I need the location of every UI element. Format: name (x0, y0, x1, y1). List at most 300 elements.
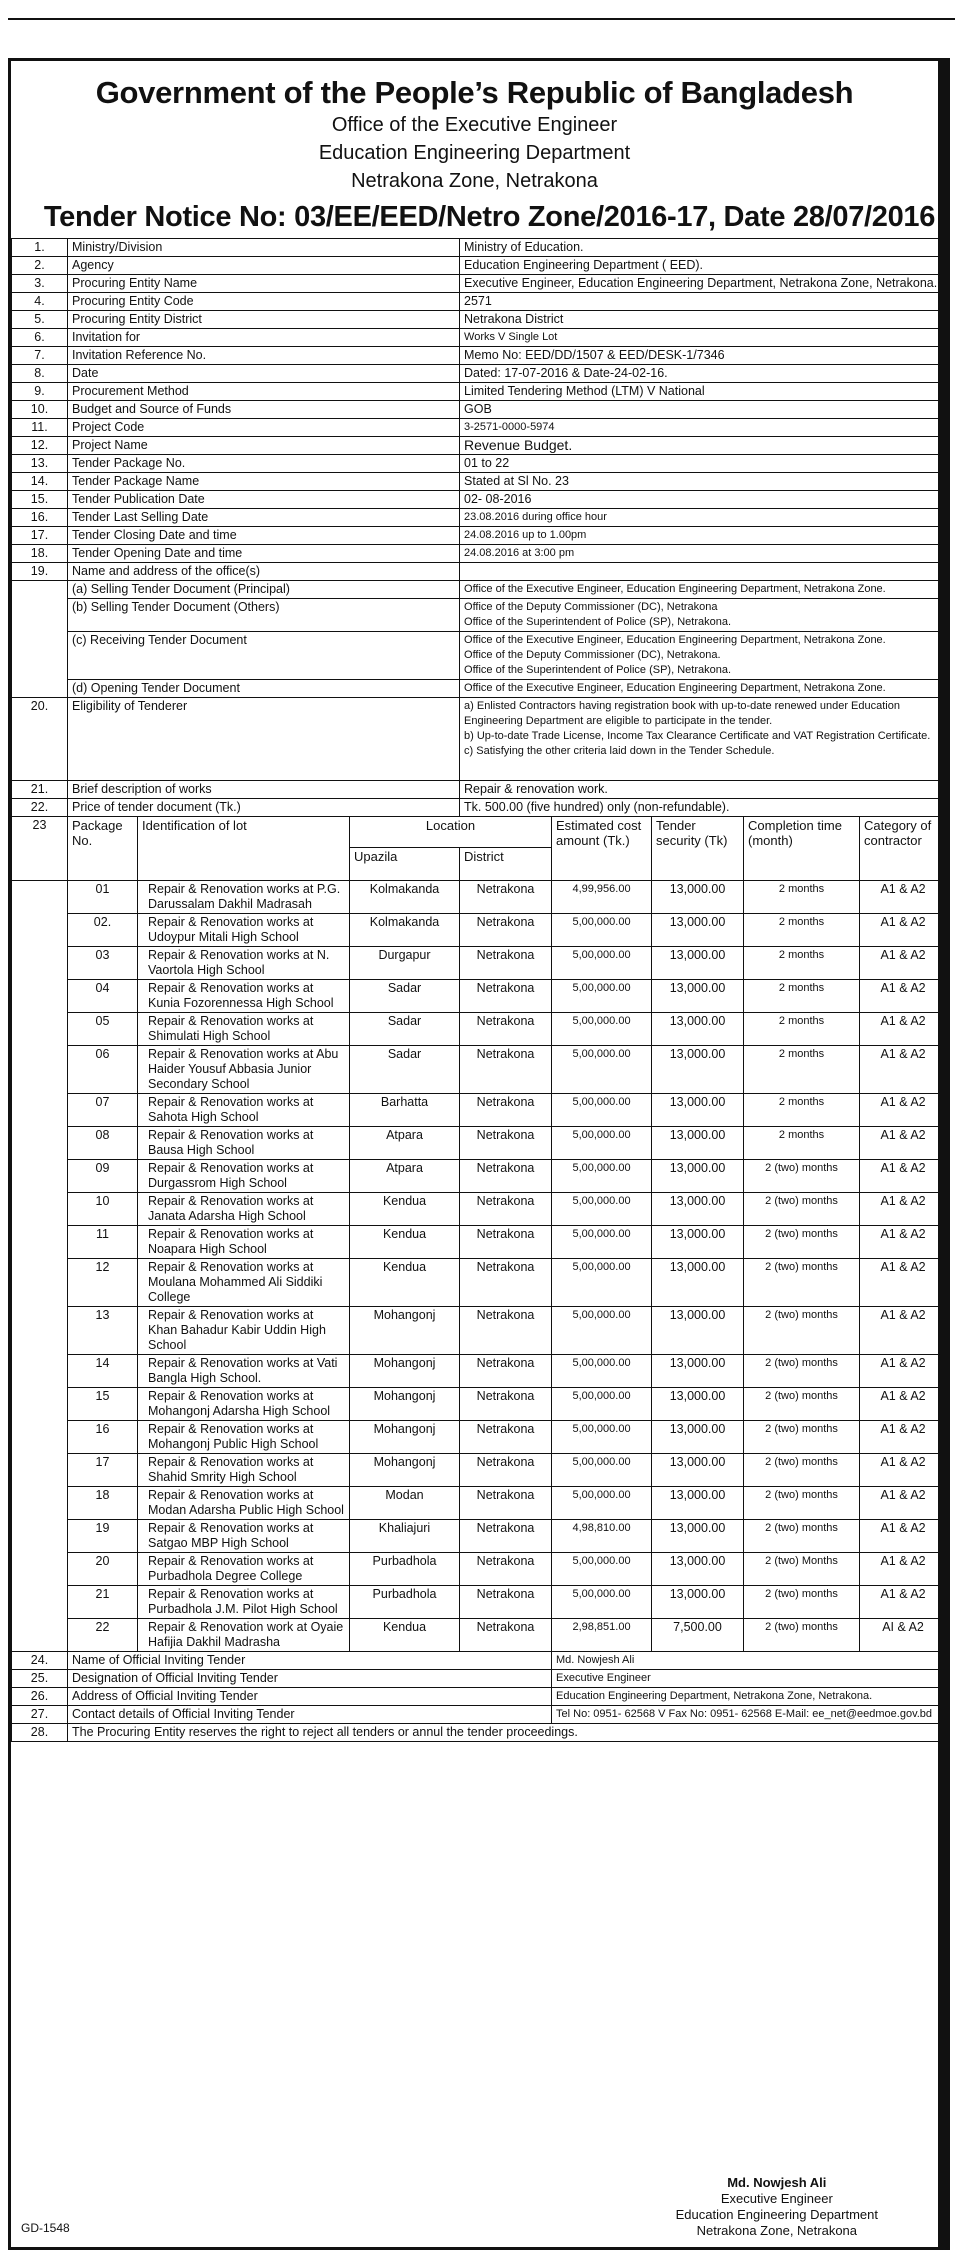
row-number (12, 980, 68, 1013)
lot-security: 13,000.00 (652, 1553, 744, 1586)
lot-package: 07 (68, 1094, 138, 1127)
row-number: 19. (12, 563, 68, 581)
lot-identification: Repair & Renovation works at Shimulati High School (138, 1013, 350, 1046)
lot-identification: Repair & Renovation works at Shahid Smrity High School (138, 1454, 350, 1487)
lot-category: A1 & A2 (860, 1226, 947, 1259)
lot-security: 13,000.00 (652, 980, 744, 1013)
row-label: Procurement Method (68, 383, 460, 401)
row-value: 02- 08-2016 (460, 491, 947, 509)
row-number (12, 1226, 68, 1259)
row-value: Tk. 500.00 (five hundred) only (non-refundable). (460, 799, 947, 817)
lot-security: 13,000.00 (652, 1046, 744, 1094)
lot-district: Netrakona (460, 1388, 552, 1421)
row-number: 5. (12, 311, 68, 329)
lot-identification: Repair & Renovation works at Sahota High School (138, 1094, 350, 1127)
lot-identification: Repair & Renovation works at Durgassrom High School (138, 1160, 350, 1193)
lot-district: Netrakona (460, 1160, 552, 1193)
lot-row (12, 881, 947, 914)
lot-package: 04 (68, 980, 138, 1013)
tender-table (11, 238, 947, 1742)
lot-completion: 2 (two) months (744, 1454, 860, 1487)
row-value: 24.08.2016 up to 1.00pm (460, 527, 947, 545)
lot-district: Netrakona (460, 1586, 552, 1619)
lot-category: A1 & A2 (860, 1355, 947, 1388)
lot-district: Netrakona (460, 1193, 552, 1226)
row-number: 17. (12, 527, 68, 545)
info-row (12, 257, 947, 275)
row-value (460, 563, 947, 581)
row-number (12, 1160, 68, 1193)
lot-security: 7,500.00 (652, 1619, 744, 1652)
row-value: Education Engineering Department ( EED). (460, 257, 947, 275)
lot-identification: Repair & Renovation works at Mohangonj Public High School (138, 1421, 350, 1454)
lot-cost: 5,00,000.00 (552, 1127, 652, 1160)
row-number (12, 881, 68, 914)
eligibility-line: b) Up-to-date Trade License, Income Tax Clearance Certificate and VAT Registration Certificate. (464, 730, 931, 742)
official-row (12, 1652, 947, 1670)
lot-identification: Repair & Renovation work at Oyaie Hafijia Dakhil Madrasha (138, 1619, 350, 1652)
lot-row (12, 914, 947, 947)
lot-identification: Repair & Renovation works at Vati Bangla High School. (138, 1355, 350, 1388)
row-number (12, 1586, 68, 1619)
lot-upazila: Barhatta (350, 1094, 460, 1127)
row-value: 2571 (460, 293, 947, 311)
lot-row (12, 1226, 947, 1259)
info-row (12, 527, 947, 545)
row-number (12, 680, 68, 698)
lot-row (12, 1388, 947, 1421)
lot-package: 19 (68, 1520, 138, 1553)
lot-package: 09 (68, 1160, 138, 1193)
lot-district: Netrakona (460, 1454, 552, 1487)
row-label: Project Code (68, 419, 460, 437)
row-number: 28. (12, 1724, 68, 1742)
lot-package: 02. (68, 914, 138, 947)
lot-package: 03 (68, 947, 138, 980)
security-header: Tender security (Tk) (652, 817, 744, 881)
row-value: Md. Nowjesh Ali (552, 1652, 947, 1670)
package-header: Package No. (68, 817, 138, 881)
row-number (12, 1013, 68, 1046)
row21-line (12, 781, 947, 799)
lot-security: 13,000.00 (652, 1487, 744, 1520)
lot-district: Netrakona (460, 1421, 552, 1454)
department-line: Education Engineering Department (318, 142, 631, 164)
row-number (12, 1487, 68, 1520)
lot-cost: 5,00,000.00 (552, 1421, 652, 1454)
row-value: 23.08.2016 during office hour (460, 509, 947, 527)
lot-upazila: Modan (350, 1487, 460, 1520)
lot-completion: 2 (two) months (744, 1307, 860, 1355)
row-number: 25. (12, 1670, 68, 1688)
row-label: Project Name (68, 437, 460, 455)
info-row (12, 437, 947, 455)
row-number: 9. (12, 383, 68, 401)
lot-completion: 2 (two) months (744, 1619, 860, 1652)
lot-security: 13,000.00 (652, 1094, 744, 1127)
row-label: Tender Package No. (68, 455, 460, 473)
lot-district: Netrakona (460, 1520, 552, 1553)
info-row (12, 275, 947, 293)
lot-completion: 2 (two) months (744, 1259, 860, 1307)
lot-upazila: Sadar (350, 1013, 460, 1046)
lot-security: 13,000.00 (652, 1388, 744, 1421)
lot-completion: 2 (two) months (744, 1193, 860, 1226)
lot-identification: Repair & Renovation works at Moulana Mohammed Ali Siddiki College (138, 1259, 350, 1307)
lot-identification: Repair & Renovation works at Bausa High School (138, 1127, 350, 1160)
lot-identification: Repair & Renovation works at Modan Adarsha Public High School (138, 1487, 350, 1520)
row-label: Contact details of Official Inviting Tender (68, 1706, 552, 1724)
row-number: 23 (12, 817, 68, 881)
signature-department: Education Engineering Department (675, 2207, 878, 2222)
lot-district: Netrakona (460, 1046, 552, 1094)
row-label: Ministry/Division (68, 239, 460, 257)
lot-cost: 5,00,000.00 (552, 914, 652, 947)
gd-code: GD-1548 (21, 2221, 70, 2235)
lot-completion: 2 months (744, 914, 860, 947)
lot-district: Netrakona (460, 1355, 552, 1388)
row-number: 13. (12, 455, 68, 473)
signature-designation: Executive Engineer (720, 2191, 833, 2206)
info-row (12, 383, 947, 401)
tender-notice-frame (8, 58, 950, 2250)
lot-upazila: Mohangonj (350, 1307, 460, 1355)
row28-line (12, 1724, 947, 1742)
row-label: Date (68, 365, 460, 383)
lot-identification: Repair & Renovation works at Khan Bahadur Kabir Uddin High School (138, 1307, 350, 1355)
office-address-line: Office of the Superintendent of Police (SP), Netrakona. (464, 664, 732, 676)
row-number (12, 914, 68, 947)
lot-row (12, 1421, 947, 1454)
office-address-line: Office of the Deputy Commissioner (DC), Netrakona. (464, 649, 721, 661)
lot-cost: 5,00,000.00 (552, 1226, 652, 1259)
lot-category: A1 & A2 (860, 1127, 947, 1160)
row-number: 8. (12, 365, 68, 383)
lot-upazila: Durgapur (350, 947, 460, 980)
lot-row (12, 1487, 947, 1520)
lot-district: Netrakona (460, 881, 552, 914)
lot-package: 08 (68, 1127, 138, 1160)
row-number (12, 1193, 68, 1226)
row-number: 14. (12, 473, 68, 491)
lot-cost: 5,00,000.00 (552, 1013, 652, 1046)
office-line: Office of the Executive Engineer (331, 114, 618, 136)
lot-district: Netrakona (460, 980, 552, 1013)
office-address-line: Office of the Deputy Commissioner (DC), Netrakona (464, 601, 718, 613)
lot-upazila: Kendua (350, 1193, 460, 1226)
lot-upazila: Kolmakanda (350, 881, 460, 914)
lot-row (12, 1619, 947, 1652)
lot-security: 13,000.00 (652, 914, 744, 947)
info-row (12, 401, 947, 419)
lot-security: 13,000.00 (652, 1520, 744, 1553)
lot-upazila: Kendua (350, 1619, 460, 1652)
row-number (12, 599, 68, 632)
lot-completion: 2 (two) Months (744, 1553, 860, 1586)
row-number: 20. (12, 698, 68, 781)
row-value: Repair & renovation work. (460, 781, 947, 799)
government-title: Government of the People’s Republic of Bangladesh (95, 75, 854, 110)
row-number (12, 632, 68, 680)
row-number: 26. (12, 1688, 68, 1706)
row-label: Invitation for (68, 329, 460, 347)
lot-package: 05 (68, 1013, 138, 1046)
office-addresses (460, 599, 947, 632)
lot-identification: Repair & Renovation works at Purbadhola J.M. Pilot High School (138, 1586, 350, 1619)
lot-cost: 5,00,000.00 (552, 1160, 652, 1193)
lot-category: A1 & A2 (860, 1193, 947, 1226)
row-number (12, 1046, 68, 1094)
office-address-line: Office of the Superintendent of Police (SP), Netrakona. (464, 616, 732, 628)
info-rows (12, 239, 947, 817)
row-number: 1. (12, 239, 68, 257)
row-number: 21. (12, 781, 68, 799)
office-row (12, 632, 947, 680)
lot-district: Netrakona (460, 1127, 552, 1160)
row-number: 11. (12, 419, 68, 437)
lot-row (12, 1454, 947, 1487)
office-row (12, 581, 947, 599)
signature-name: Md. Nowjesh Ali (727, 2175, 827, 2190)
lot-category: A1 & A2 (860, 914, 947, 947)
row-value: Limited Tendering Method (LTM) V National (460, 383, 947, 401)
row-number (12, 581, 68, 599)
row-value: Executive Engineer, Education Engineering Department, Netrakona Zone, Netrakona. (460, 275, 947, 293)
lot-district: Netrakona (460, 1013, 552, 1046)
lot-row (12, 1013, 947, 1046)
info-row (12, 365, 947, 383)
lot-identification: Repair & Renovation works at Purbadhola Degree College (138, 1553, 350, 1586)
row-label: Agency (68, 257, 460, 275)
lot-package: 10 (68, 1193, 138, 1226)
lot-identification: Repair & Renovation works at N. Vaortola High School (138, 947, 350, 980)
lot-package: 14 (68, 1355, 138, 1388)
office-addresses (460, 680, 947, 698)
lot-completion: 2 (two) months (744, 1160, 860, 1193)
eligibility-row (12, 698, 947, 781)
row-value: 01 to 22 (460, 455, 947, 473)
lot-district: Netrakona (460, 947, 552, 980)
row-label: Procuring Entity District (68, 311, 460, 329)
lot-upazila: Mohangonj (350, 1388, 460, 1421)
office-row (12, 599, 947, 632)
lot-upazila: Mohangonj (350, 1421, 460, 1454)
lot-package: 22 (68, 1619, 138, 1652)
lot-completion: 2 months (744, 947, 860, 980)
lot-upazila: Sadar (350, 1046, 460, 1094)
row-number (12, 1259, 68, 1307)
lot-upazila: Kendua (350, 1259, 460, 1307)
row-value: Revenue Budget. (460, 437, 947, 455)
lot-category: A1 & A2 (860, 881, 947, 914)
lot-category: A1 & A2 (860, 1454, 947, 1487)
lot-security: 13,000.00 (652, 1013, 744, 1046)
lot-security: 13,000.00 (652, 1307, 744, 1355)
row-label: Eligibility of Tenderer (68, 698, 460, 781)
row-label: Invitation Reference No. (68, 347, 460, 365)
office-address-line: Office of the Executive Engineer, Education Engineering Department, Netrakona Zone. (464, 682, 886, 694)
district-header: District (460, 848, 552, 881)
info-row (12, 455, 947, 473)
lot-category: A1 & A2 (860, 1388, 947, 1421)
row-label: Address of Official Inviting Tender (68, 1688, 552, 1706)
office-row (12, 680, 947, 698)
lot-completion: 2 months (744, 980, 860, 1013)
row-label: Tender Publication Date (68, 491, 460, 509)
lot-cost: 4,98,810.00 (552, 1520, 652, 1553)
lot-upazila: Kolmakanda (350, 914, 460, 947)
row-number (12, 947, 68, 980)
row-number (12, 1421, 68, 1454)
lot-security: 13,000.00 (652, 947, 744, 980)
row-label: Name and address of the office(s) (68, 563, 460, 581)
lot-category: A1 & A2 (860, 1046, 947, 1094)
zone-line: Netrakona Zone, Netrakona (351, 170, 598, 192)
lot-district: Netrakona (460, 1259, 552, 1307)
info-row (12, 239, 947, 257)
row-number (12, 1127, 68, 1160)
tender-notice-number: Tender Notice No: 03/EE/EED/Netro Zone/2016-17, Date 28/07/2016 (43, 201, 936, 233)
official-row (12, 1706, 947, 1724)
row-value: Dated: 17-07-2016 & Date-24-02-16. (460, 365, 947, 383)
lot-cost: 5,00,000.00 (552, 1259, 652, 1307)
lot-category: A1 & A2 (860, 1013, 947, 1046)
row-number (12, 1454, 68, 1487)
top-rule (8, 18, 955, 20)
row-value: Ministry of Education. (460, 239, 947, 257)
lot-package: 21 (68, 1586, 138, 1619)
lot-district: Netrakona (460, 1094, 552, 1127)
lot-identification: Repair & Renovation works at Satgao MBP High School (138, 1520, 350, 1553)
notice-header (11, 75, 938, 234)
info-row (12, 347, 947, 365)
lot-security: 13,000.00 (652, 1421, 744, 1454)
lot-cost: 5,00,000.00 (552, 1388, 652, 1421)
row-label: Budget and Source of Funds (68, 401, 460, 419)
lot-completion: 2 (two) months (744, 1355, 860, 1388)
lot-completion: 2 (two) months (744, 1421, 860, 1454)
eligibility-line: c) Satisfying the other criteria laid down in the Tender Schedule. (464, 745, 775, 757)
lot-security: 13,000.00 (652, 1586, 744, 1619)
office-label: (a) Selling Tender Document (Principal) (68, 581, 460, 599)
lot-row (12, 1193, 947, 1226)
row-number: 2. (12, 257, 68, 275)
lot-cost: 5,00,000.00 (552, 1307, 652, 1355)
lot-upazila: Khaliajuri (350, 1520, 460, 1553)
row-number (12, 1553, 68, 1586)
lot-row (12, 1127, 947, 1160)
lot-category: A1 & A2 (860, 947, 947, 980)
office-label: (d) Opening Tender Document (68, 680, 460, 698)
lot-category: A1 & A2 (860, 1160, 947, 1193)
row-label: Name of Official Inviting Tender (68, 1652, 552, 1670)
info-row (12, 545, 947, 563)
row-label: Tender Closing Date and time (68, 527, 460, 545)
eligibility-criteria (460, 698, 947, 781)
row-number: 7. (12, 347, 68, 365)
row-label: Brief description of works (68, 781, 460, 799)
identification-header: Identification of lot (138, 817, 350, 881)
cost-header: Estimated cost amount (Tk.) (552, 817, 652, 881)
lot-district: Netrakona (460, 1487, 552, 1520)
official-row (12, 1688, 947, 1706)
info-row (12, 293, 947, 311)
lot-category: A1 & A2 (860, 1421, 947, 1454)
lot-cost: 5,00,000.00 (552, 947, 652, 980)
lot-district: Netrakona (460, 914, 552, 947)
lot-security: 13,000.00 (652, 1355, 744, 1388)
lot-cost: 5,00,000.00 (552, 1193, 652, 1226)
lot-completion: 2 (two) months (744, 1226, 860, 1259)
lot-package: 13 (68, 1307, 138, 1355)
lot-row (12, 1307, 947, 1355)
lot-identification: Repair & Renovation works at Mohangonj Adarsha High School (138, 1388, 350, 1421)
lot-upazila: Atpara (350, 1127, 460, 1160)
info-row (12, 509, 947, 527)
row-number: 16. (12, 509, 68, 527)
lot-cost: 5,00,000.00 (552, 1586, 652, 1619)
location-header: Location (350, 817, 552, 848)
lot-row (12, 1355, 947, 1388)
lot-package: 16 (68, 1421, 138, 1454)
lot-completion: 2 months (744, 1046, 860, 1094)
lot-cost: 5,00,000.00 (552, 1094, 652, 1127)
lot-completion: 2 months (744, 1094, 860, 1127)
row-label: Tender Last Selling Date (68, 509, 460, 527)
eligibility-line: a) Enlisted Contractors having registration book with up-to-date renewed under Education Engineering Department are eligible to participate in the tender. (464, 700, 900, 727)
row-number: 3. (12, 275, 68, 293)
signature-zone: Netrakona Zone, Netrakona (696, 2223, 858, 2238)
info-row (12, 419, 947, 437)
row-number (12, 1619, 68, 1652)
info-row (12, 329, 947, 347)
lot-package: 18 (68, 1487, 138, 1520)
lot-identification: Repair & Renovation works at Abu Haider Yousuf Abbasia Junior Secondary School (138, 1046, 350, 1094)
lot-category: A1 & A2 (860, 1094, 947, 1127)
row-label: Price of tender document (Tk.) (68, 799, 460, 817)
completion-header: Completion time (month) (744, 817, 860, 881)
lot-identification: Repair & Renovation works at Kunia Fozorennessa High School (138, 980, 350, 1013)
row-label: Procuring Entity Code (68, 293, 460, 311)
office-address-line: Office of the Executive Engineer, Education Engineering Department, Netrakona Zone. (464, 583, 886, 595)
lot-completion: 2 (two) months (744, 1586, 860, 1619)
lot-package: 20 (68, 1553, 138, 1586)
info-row (12, 473, 947, 491)
info-row (12, 311, 947, 329)
office-addresses (460, 581, 947, 599)
lot-category: A1 & A2 (860, 1487, 947, 1520)
lot-category: A1 & A2 (860, 1586, 947, 1619)
lot-category: A1 & A2 (860, 1553, 947, 1586)
row-number: 27. (12, 1706, 68, 1724)
lot-category: A1 & A2 (860, 980, 947, 1013)
lot-district: Netrakona (460, 1307, 552, 1355)
row-number: 15. (12, 491, 68, 509)
lot-row (12, 1520, 947, 1553)
lot-row (12, 980, 947, 1013)
lot-category: A1 & A2 (860, 1307, 947, 1355)
lot-identification: Repair & Renovation works at Noapara High School (138, 1226, 350, 1259)
lot-upazila: Purbadhola (350, 1553, 460, 1586)
lot-district: Netrakona (460, 1553, 552, 1586)
lot-cost: 5,00,000.00 (552, 1487, 652, 1520)
row-value: Works V Single Lot (460, 329, 947, 347)
row-label: Tender Package Name (68, 473, 460, 491)
lot-upazila: Atpara (350, 1160, 460, 1193)
row-number (12, 1355, 68, 1388)
row-label: Tender Opening Date and time (68, 545, 460, 563)
row-number: 12. (12, 437, 68, 455)
